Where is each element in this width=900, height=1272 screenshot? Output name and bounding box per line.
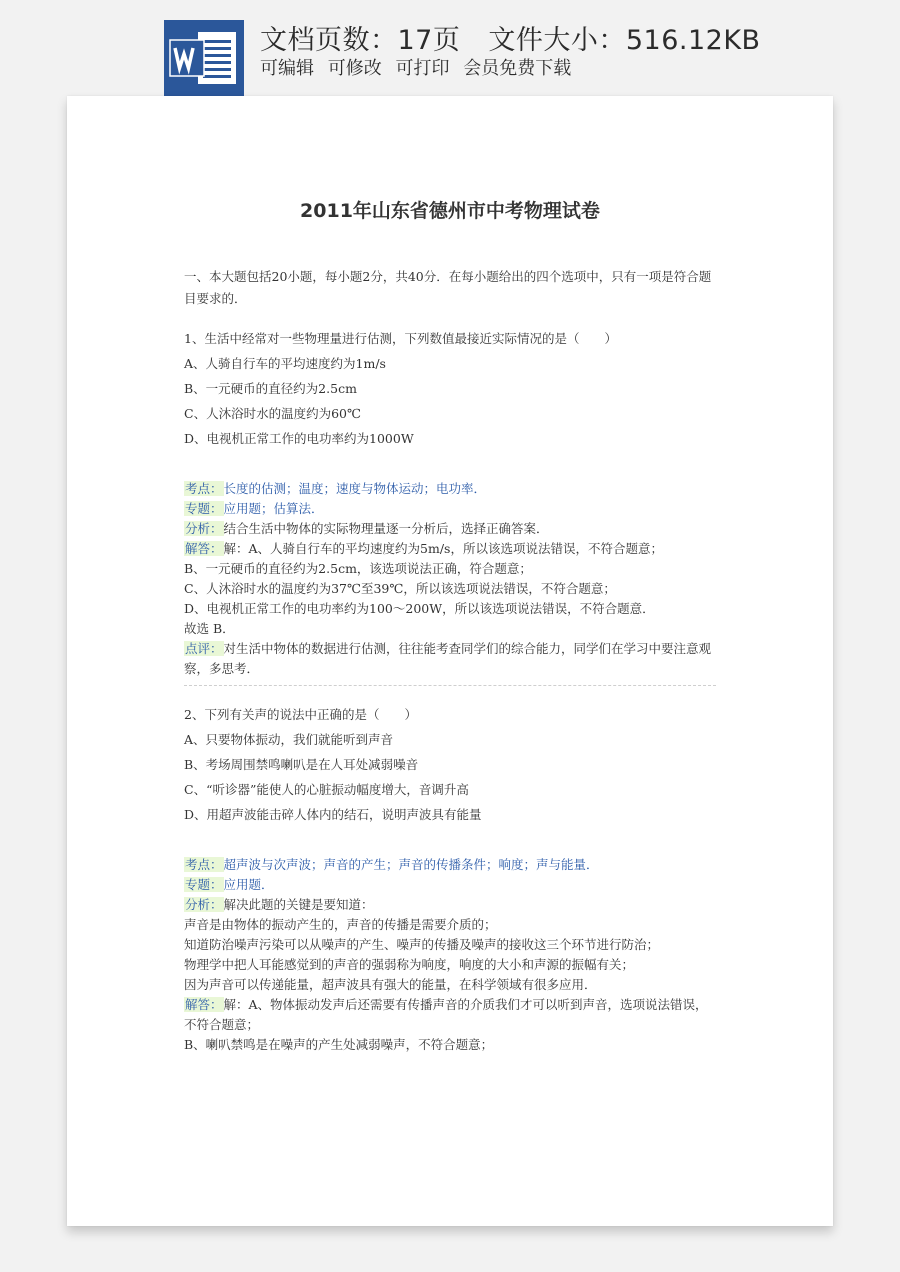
feature-editable: 可编辑	[260, 58, 314, 79]
file-size: 文件大小：516.12KB	[488, 25, 761, 56]
question-2-option-d: D、用超声波能击碎人体内的结石，说明声波具有能量	[184, 807, 482, 822]
question-1-option-d: D、电视机正常工作的电功率约为1000W	[184, 431, 414, 446]
q2-fenxi-text: 解决此题的关键是要知道：	[223, 897, 374, 912]
q2-fenxi-line-2: 知道防治噪声污染可以从噪声的产生、噪声的传播及噪声的接收这三个环节进行防治；	[184, 937, 660, 952]
question-1-stem: 1、生活中经常对一些物理量进行估测，下列数值最接近实际情况的是（ ）	[184, 331, 617, 346]
q2-fenxi-line-1: 声音是由物体的振动产生的，声音的传播是需要介质的；	[184, 917, 497, 932]
q1-jieda-text: 解：A、人骑自行车的平均速度约为5m/s，所以该选项说法错误，不符合题意；	[223, 541, 663, 556]
section-intro: 一、本大题包括20小题，每小题2分，共40分．在每小题给出的四个选项中，只有一项是符合题目要求的．	[184, 269, 712, 306]
q1-jieda-line-c: C、人沐浴时水的温度约为37℃至39℃，所以该选项说法错误，不符合题意；	[184, 581, 616, 596]
q1-fenxi	[184, 519, 716, 539]
feature-printable: 可打印	[395, 58, 450, 79]
feature-list	[260, 54, 579, 80]
word-document-icon	[164, 20, 244, 96]
question-2-option-b: B、考场周围禁鸣喇叭是在人耳处减弱噪音	[184, 757, 419, 772]
q2-fenxi-line-4: 因为声音可以传递能量，超声波具有强大的能量，在科学领域有很多应用．	[184, 977, 597, 992]
q1-answer: 故选 B．	[184, 621, 235, 636]
download-info-bar	[0, 0, 900, 96]
q2-kaodian-label: 考点：	[185, 857, 223, 872]
document-title: 2011年山东省德州市中考物理试卷	[300, 200, 600, 222]
q2-fenxi-label: 分析：	[185, 897, 223, 912]
q2-fenxi	[184, 895, 716, 915]
q1-zhuanti-text: 应用题；估算法．	[223, 501, 324, 516]
q2-jieda-text: 解：A、物体振动发声后还需要有传播声音的介质我们才可以听到声音，选项说法错误，不符合题意；	[184, 997, 708, 1032]
question-2-stem: 2、下列有关声的说法中正确的是（ ）	[184, 707, 417, 722]
q2-zhuanti-label: 专题：	[185, 877, 223, 892]
q2-jieda-line-b: B、喇叭禁鸣是在噪声的产生处减弱噪声，不符合题意；	[184, 1037, 494, 1052]
q1-fenxi-label: 分析：	[185, 521, 223, 536]
q2-zhuanti-text: 应用题．	[223, 877, 274, 892]
feature-free-download: 会员免费下载	[463, 58, 572, 79]
q2-zhuanti	[184, 875, 716, 895]
question-divider	[184, 685, 716, 686]
question-1-option-b: B、一元硬币的直径约为2.5cm	[184, 381, 357, 396]
q1-zhuanti-label: 专题：	[185, 501, 223, 516]
q1-kaodian	[184, 479, 716, 499]
q1-dianping-text: 对生活中物体的数据进行估测，往往能考查同学们的综合能力，同学们在学习中要注意观察，多思考．	[184, 641, 712, 676]
question-2-option-a: A、只要物体振动，我们就能听到声音	[184, 732, 394, 747]
q1-fenxi-text: 结合生活中物体的实际物理量逐一分析后，选择正确答案．	[223, 521, 549, 536]
q1-kaodian-label: 考点：	[185, 481, 223, 496]
question-1-option-a: A、人骑自行车的平均速度约为1m/s	[184, 356, 386, 371]
document-content	[184, 266, 716, 1055]
q1-jieda	[184, 539, 716, 559]
q1-kaodian-text: 长度的估测；温度；速度与物体运动；电功率．	[223, 481, 487, 496]
q1-dianping-label: 点评：	[185, 641, 223, 656]
question-2-analysis	[184, 855, 716, 1055]
document-page	[67, 96, 833, 1226]
q1-zhuanti	[184, 499, 716, 519]
q2-jieda-label: 解答：	[185, 997, 223, 1012]
question-2-option-c: C、“听诊器”能使人的心脏振动幅度增大，音调升高	[184, 782, 469, 797]
q2-kaodian	[184, 855, 716, 875]
file-meta-line	[260, 18, 761, 57]
q1-jieda-line-b: B、一元硬币的直径约为2.5cm，该选项说法正确，符合题意；	[184, 561, 532, 576]
q1-jieda-label: 解答：	[185, 541, 223, 556]
question-1-analysis	[184, 479, 716, 679]
q2-fenxi-line-3: 物理学中把人耳能感觉到的声音的强弱称为响度，响度的大小和声源的振幅有关；	[184, 957, 635, 972]
q2-jieda	[184, 995, 716, 1035]
page-count: 文档页数：17页	[260, 25, 461, 56]
q1-jieda-line-d: D、电视机正常工作的电功率约为100～200W，所以该选项说法错误，不符合题意．	[184, 601, 655, 616]
question-1-option-c: C、人沐浴时水的温度约为60℃	[184, 406, 361, 421]
q2-kaodian-text: 超声波与次声波；声音的产生；声音的传播条件；响度；声与能量．	[223, 857, 599, 872]
q1-dianping	[184, 639, 716, 679]
feature-modifiable: 可修改	[327, 58, 382, 79]
